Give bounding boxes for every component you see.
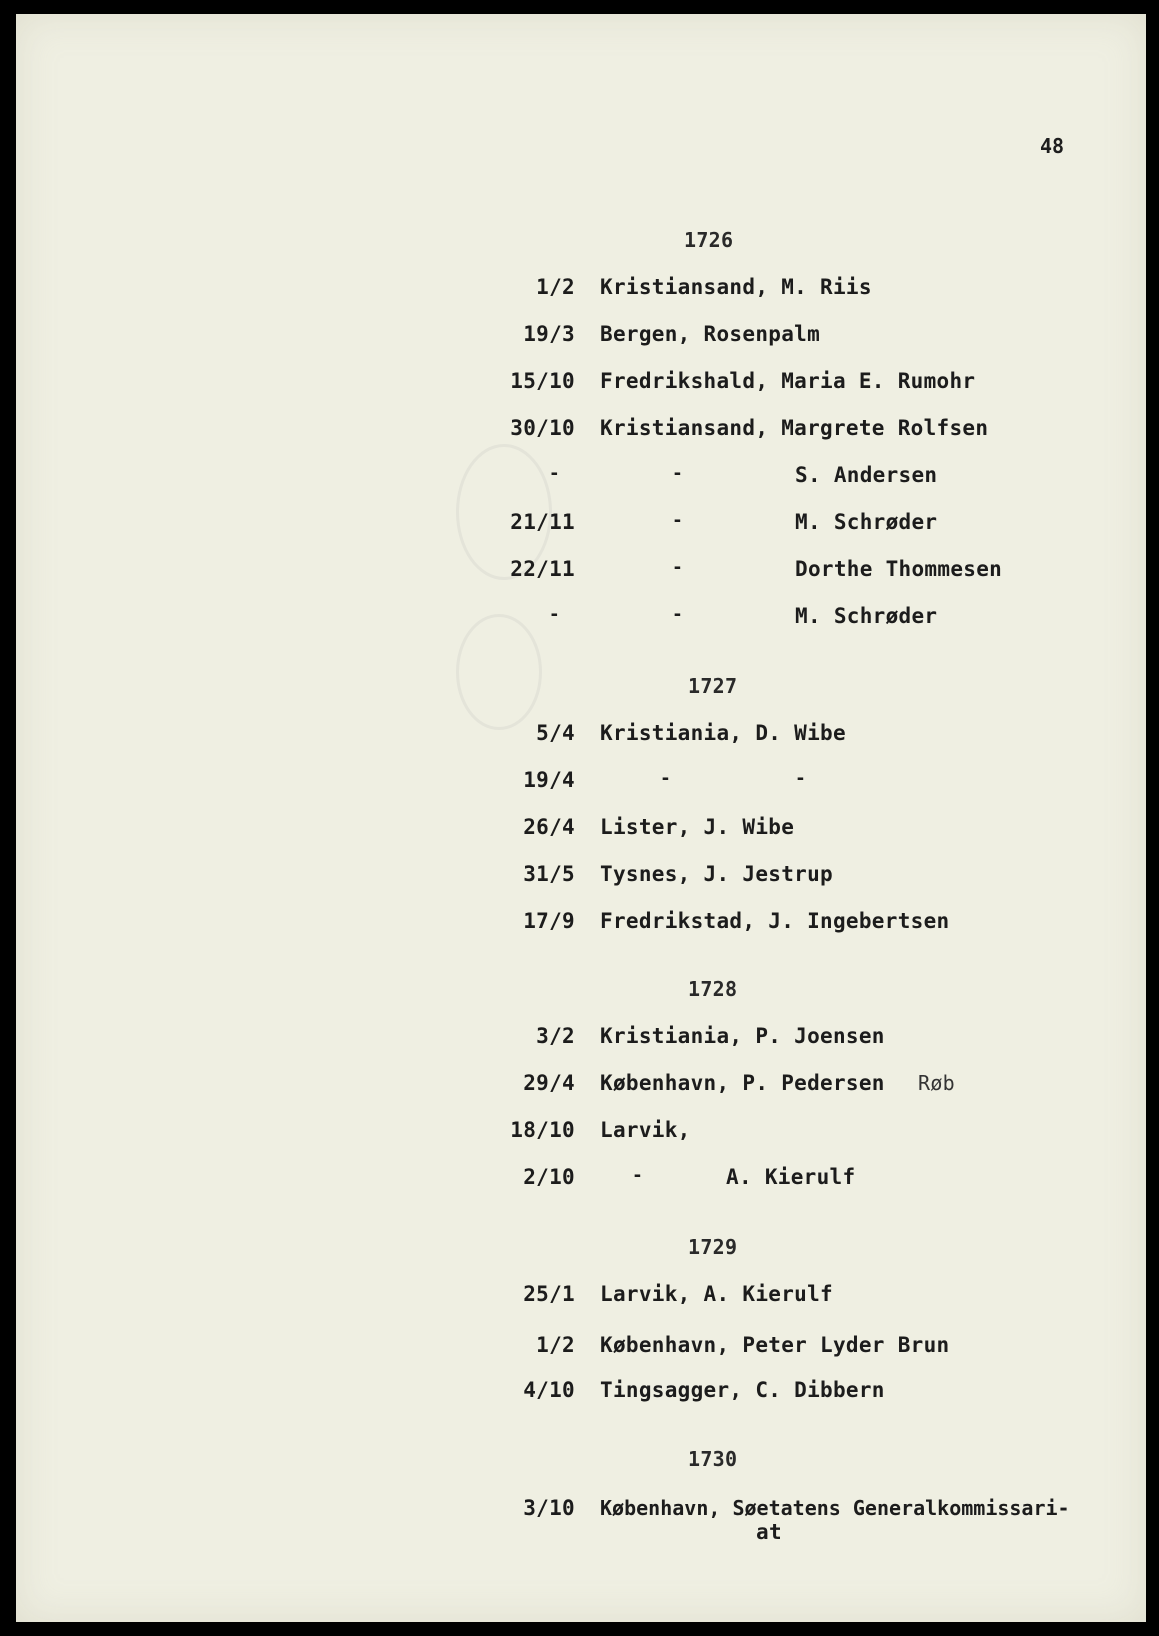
entry-text: Fredrikstad, J. Ingebertsen [600,909,950,933]
entry-text: Kristiania, P. Joensen [600,1024,885,1048]
handwritten-note: Røb [918,1071,956,1095]
year-heading: 1728 [688,977,738,1001]
ditto-mark: - [660,768,672,789]
page-number: 48 [1040,134,1065,158]
entry-date: 1/2 [536,1333,575,1357]
entry-text: Lister, J. Wibe [600,815,795,839]
ditto-mark: - [672,463,684,484]
entry-text-continuation: at [756,1520,782,1544]
entry-date: 18/10 [510,1118,575,1142]
entry-text: København, Søetatens Generalkommissari- [600,1496,1070,1520]
entry-date: 30/10 [510,416,575,440]
entry-text: Larvik, [600,1118,691,1142]
entry-date: 3/2 [536,1024,575,1048]
entry-text: Larvik, A. Kierulf [600,1282,833,1306]
entry-date: 21/11 [510,510,575,534]
entry-text: København, P. Pedersen [600,1071,885,1095]
bleed-through-stamp [456,614,542,730]
document-page [16,14,1146,1622]
entry-date: 19/4 [523,768,575,792]
entry-date: 19/3 [523,322,575,346]
entry-text: Bergen, Rosenpalm [600,322,821,346]
entry-date: 29/4 [523,1071,575,1095]
entry-date: 5/4 [536,721,575,745]
entry-text: Tysnes, J. Jestrup [600,862,833,886]
entry-text: Kristiansand, M. Riis [600,275,872,299]
ditto-mark: - [795,768,807,789]
ditto-mark: - [548,604,560,625]
entry-date: 17/9 [523,909,575,933]
entry-text: Kristiania, D. Wibe [600,721,846,745]
year-heading: 1729 [688,1235,738,1259]
entry-date: 2/10 [523,1165,575,1189]
entry-date: 31/5 [523,862,575,886]
entry-text: Kristiansand, Margrete Rolfsen [600,416,989,440]
entry-date: 1/2 [536,275,575,299]
entry-text: København, Peter Lyder Brun [600,1333,950,1357]
entry-date: 26/4 [523,815,575,839]
year-heading: 1730 [688,1447,738,1471]
ditto-mark: - [548,463,560,484]
year-heading: 1726 [684,228,734,252]
entry-text: Tingsagger, C. Dibbern [600,1378,885,1402]
ditto-mark: - [672,510,684,531]
entry-date: 22/11 [510,557,575,581]
ditto-mark: - [632,1165,644,1186]
entry-name: M. Schrøder [795,510,938,534]
entry-name: M. Schrøder [795,604,938,628]
entry-name: A. Kierulf [726,1165,856,1189]
year-heading: 1727 [688,674,738,698]
entry-text: Fredrikshald, Maria E. Rumohr [600,369,976,393]
entry-date: 15/10 [510,369,575,393]
ditto-mark: - [672,604,684,625]
entry-date: 4/10 [523,1378,575,1402]
entry-date: 25/1 [523,1282,575,1306]
entry-date: 3/10 [523,1496,575,1520]
entry-name: Dorthe Thommesen [795,557,1003,581]
ditto-mark: - [672,557,684,578]
entry-name: S. Andersen [795,463,938,487]
